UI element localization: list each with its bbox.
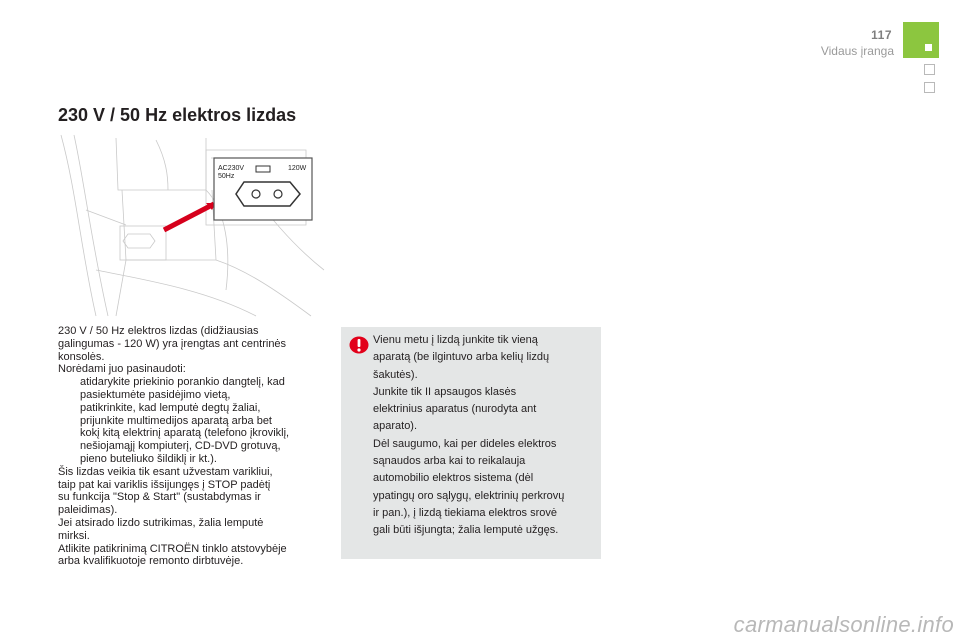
- warning-line: Vienu metu į lizdą junkite tik vieną: [373, 334, 538, 346]
- text-line: Atlikite patikrinimą CITROËN tinklo atstovybėje: [58, 542, 287, 555]
- page-number: 117: [871, 28, 892, 42]
- text-line: konsolės.: [58, 350, 105, 363]
- text-line: taip pat kai variklis išsijungęs į STOP padėtį: [58, 478, 271, 491]
- warning-line: Junkite tik II apsaugos klasės: [373, 385, 517, 398]
- warning-line: aparatą (be ilgintuvo arba kelių lizdų: [373, 351, 550, 364]
- warning-icon: [349, 336, 369, 354]
- warning-line: elektrinius aparatus (nurodyta ant: [373, 403, 537, 416]
- text-line: Šis lizdas veikia tik esant užvestam varikliui,: [58, 465, 273, 478]
- socket-illustration: [56, 130, 326, 318]
- tab-square-icon: [925, 44, 932, 51]
- text-line: Jei atsirado lizdo sutrikimas, žalia lemputė: [58, 516, 264, 529]
- text-line: Norėdami juo pasinaudoti:: [58, 363, 186, 376]
- warning-line: sąnaudos arba kai to reikalauja: [373, 455, 526, 468]
- text-line: prijunkite multimedijos aparatą arba bet: [80, 414, 272, 427]
- warning-line: aparato).: [373, 420, 418, 433]
- text-line: pieno buteliuko šildiklį ir kt.).: [80, 452, 217, 465]
- text-line: 230 V / 50 Hz elektros lizdas (didžiausias: [58, 325, 259, 337]
- text-line: mirksi.: [58, 529, 90, 542]
- text-line: nešiojamąjį kompiuterį, CD-DVD grotuvą,: [80, 440, 281, 453]
- text-line: patikrinkite, kad lemputė degtų žaliai,: [80, 401, 261, 414]
- outline-square-icon: [924, 82, 935, 93]
- text-line: su funkcija "Stop & Start" (sustabdymas ir: [58, 491, 261, 504]
- warning-line: gali būti išjungta; žalia lemputė užgęs.: [373, 524, 559, 537]
- list-item: [58, 402, 320, 415]
- text-line: atidarykite priekinio porankio dangtelį, kad: [80, 376, 285, 389]
- warning-line: automobilio elektros sistema (dėl: [373, 472, 534, 485]
- label-power: 120W: [288, 165, 307, 172]
- label-voltage: AC230V: [218, 165, 245, 172]
- label-frequency: 50Hz: [218, 173, 235, 180]
- watermark: carmanualsonline.info: [733, 612, 954, 637]
- body-text: [58, 325, 320, 568]
- text-line: arba kvalifikuotoje remonto dirbtuvėje.: [58, 555, 244, 568]
- text-line: kokį kitą elektrinį aparatą (telefono įkroviklį,: [80, 427, 290, 440]
- warning-line: ypatingų oro sąlygų, elektrinių perkrovų: [373, 489, 565, 502]
- section-name: Vidaus įranga: [820, 44, 894, 58]
- text-line: pasiektumėte pasidėjimo vietą,: [80, 388, 231, 401]
- outline-square-icon: [924, 64, 935, 75]
- page-title: 230 V / 50 Hz elektros lizdas: [58, 105, 297, 125]
- list-item: [58, 415, 320, 428]
- warning-box: [341, 327, 601, 559]
- warning-line: Dėl saugumo, kai per dideles elektros: [373, 437, 557, 450]
- text-line: galingumas - 120 W) yra įrengtas ant centrinės: [58, 337, 287, 350]
- warning-text: [373, 332, 599, 540]
- section-tab: [903, 22, 939, 58]
- warning-line: ir pan.), į lizdą tiekiama elektros srovė: [373, 506, 558, 519]
- list-item: [58, 376, 320, 389]
- text-line: paleidimas).: [58, 504, 118, 517]
- warning-line: šakutės).: [373, 368, 418, 381]
